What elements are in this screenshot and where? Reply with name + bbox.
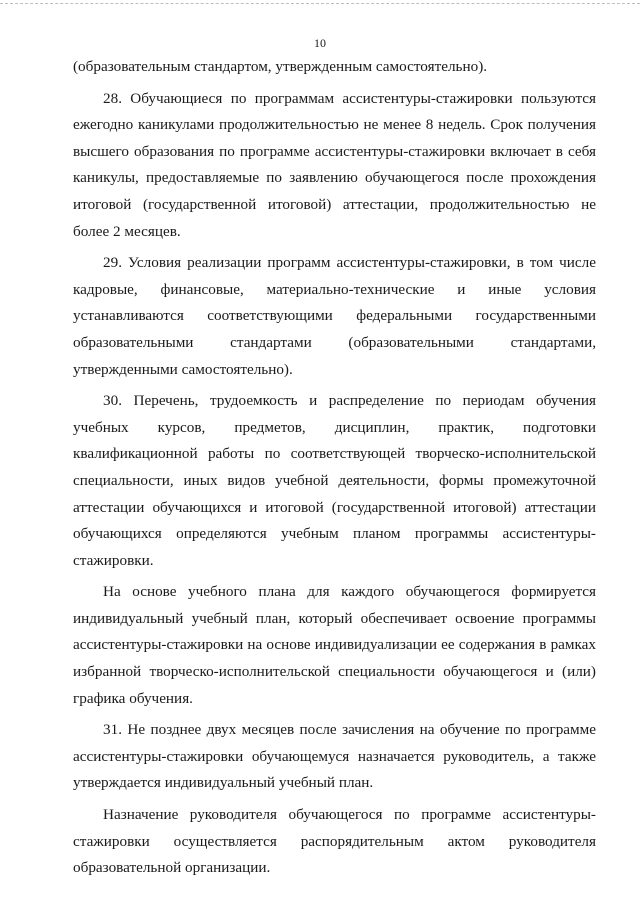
- scan-top-edge: [0, 3, 640, 4]
- paragraph-29: 29. Условия реализации программ ассистентуры-стажировки, в том числе кадровые, финансовые, материально-технические и иные условия устанавливаются соответствующими федеральными государственными образовательными стандартами (образовательными стандартами, утвержденными самостоятельно).: [73, 254, 596, 378]
- page-number: 10: [314, 36, 326, 50]
- paragraph-supervisor-appointment: Назначение руководителя обучающегося по программе ассистентуры-стажировки осуществляется распорядительным актом руководителя образовательной организации.: [73, 806, 596, 877]
- paragraph-31: 31. Не позднее двух месяцев после зачисления на обучение по программе ассистентуры-стажировки обучающемуся назначается руководитель, а также утверждается индивидуальный учебный план.: [73, 721, 596, 792]
- paragraph-30: 30. Перечень, трудоемкость и распределение по периодам обучения учебных курсов, предметов, дисциплин, практик, подготовки квалификационной работы по соответствующей творческо-исполнительской специальности, иных видов учебной деятельности, формы промежуточной аттестации обучающихся и итоговой (государственной итоговой) аттестации обучающихся определяются учебным планом программы ассистентуры-стажировки.: [73, 392, 596, 569]
- paragraph-continuation: (образовательным стандартом, утвержденным самостоятельно).: [73, 58, 488, 75]
- paragraph-individual-plan: На основе учебного плана для каждого обучающегося формируется индивидуальный учебный план, который обеспечивает освоение программы ассистентуры-стажировки на основе индивидуализации ее содержания в рамках избранной творческо-исполнительской специальности обучающегося и (или) графика обучения.: [73, 583, 596, 707]
- paragraph-28: 28. Обучающиеся по программам ассистентуры-стажировки пользуются ежегодно каникулами продолжительностью не менее 8 недель. Срок получения высшего образования по программе ассистентуры-стажировки включает в себя каникулы, предоставляемые по заявлению обучающегося после прохождения итоговой (государственной итоговой) аттестации, продолжительностью не более 2 месяцев.: [73, 89, 596, 240]
- document-body: [73, 54, 596, 882]
